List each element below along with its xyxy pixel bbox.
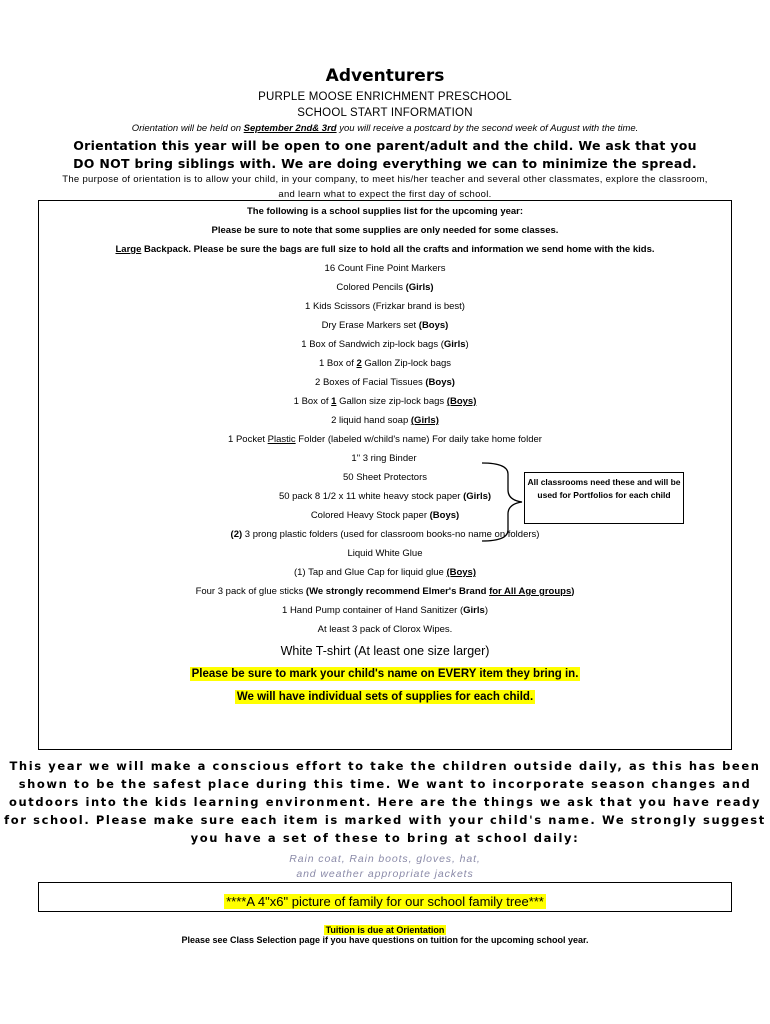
orientation-purpose-line-2: and learn what to expect the first day of school. (278, 189, 492, 200)
list-item-tshirt: White T-shirt (At least one size larger) (280, 644, 490, 658)
mark-name-notice: Please be sure to mark your child's name on EVERY item they bring in. (191, 668, 579, 680)
list-item-pencils: Colored Pencils (Girls) (336, 282, 434, 293)
outside-paragraph-line-4: for school. Please make sure each item is marked with your child's name. We strongly suggest (4, 813, 766, 827)
document-subtitle: SCHOOL START INFORMATION (297, 107, 473, 119)
list-item-2-gallon-bags: 1 Box of 2 Gallon Zip-lock bags (318, 358, 452, 369)
orientation-date: September 2nd& 3rd (243, 123, 337, 134)
orientation-policy-line-2: DO NOT bring siblings with. We are doing everything we can to minimize the spread. (73, 156, 697, 171)
brace-icon (480, 460, 526, 544)
list-item-tissues: 2 Boxes of Facial Tissues (Boys) (315, 377, 455, 388)
school-name: PURPLE MOOSE ENRICHMENT PRESCHOOL (258, 91, 512, 103)
outside-paragraph-line-1: This year we will make a conscious effort to take the children outside daily, as this has been (9, 759, 761, 773)
rain-gear-line-1: Rain coat, Rain boots, gloves, hat, (289, 853, 481, 865)
list-item-tap-glue: (1) Tap and Glue Cap for liquid glue (Boys) (293, 567, 476, 578)
family-photo-notice: ****A 4"x6" picture of family for our school family tree*** (226, 894, 544, 909)
outside-paragraph-line-5: you have a set of these to bring at school daily: (190, 831, 580, 845)
portfolio-note: All classrooms need these and will be used for Portfolios for each child (524, 472, 684, 524)
list-item-colored-stock: Colored Heavy Stock paper (Boys) (310, 510, 460, 521)
class-selection-notice: Please see Class Selection page if you have questions on tuition for the upcoming school year. (181, 935, 589, 945)
orientation-policy-line-1: Orientation this year will be open to one parent/adult and the child. We ask that you (73, 138, 697, 153)
list-item-prong-folders: (2) 3 prong plastic folders (used for classroom books-no name on folders) (230, 529, 540, 540)
list-item-dry-erase: Dry Erase Markers set (Boys) (321, 320, 449, 331)
outside-paragraph-line-2: shown to be the safest place during this time. We want to incorporate season changes and (18, 777, 752, 791)
list-item-binder: 1" 3 ring Binder (351, 453, 417, 464)
list-item-backpack: Large Backpack. Please be sure the bags are full size to hold all the crafts and information we send home with the kids. (115, 244, 655, 255)
list-item-clorox-wipes: At least 3 pack of Clorox Wipes. (317, 624, 453, 635)
orientation-purpose-line-1: The purpose of orientation is to allow your child, in your company, to meet his/her teacher and several other classmates, explore the classroom, (62, 174, 708, 185)
outside-paragraph-line-3: outdoors into the kids learning environment. Here are the things we ask that you have ready (8, 795, 762, 809)
individual-sets-notice: We will have individual sets of supplies for each child. (236, 691, 534, 703)
list-item-scissors: 1 Kids Scissors (Frizkar brand is best) (305, 301, 465, 312)
tuition-notice: Tuition is due at Orientation (325, 925, 445, 935)
supplies-note: Please be sure to note that some supplies are only needed for some classes. (211, 225, 559, 236)
orientation-info: Orientation will be held on September 2nd& 3rd you will receive a postcard by the second week of August with the time. (131, 123, 639, 134)
list-item-markers: 16 Count Fine Point Markers (324, 263, 446, 274)
list-item-sanitizer: 1 Hand Pump container of Hand Sanitizer (Girls) (282, 605, 488, 616)
supplies-heading: The following is a school supplies list for the upcoming year: (246, 206, 524, 217)
rain-gear-line-2: and weather appropriate jackets (296, 868, 474, 880)
list-item-sheet-protectors: 50 Sheet Protectors (343, 472, 427, 483)
page-title: Adventurers (325, 66, 445, 86)
list-item-white-stock: 50 pack 8 1/2 x 11 white heavy stock paper (Girls) (278, 491, 492, 502)
list-item-sandwich-bags: 1 Box of Sandwich zip-lock bags (Girls) (301, 339, 469, 350)
list-item-glue-sticks: Four 3 pack of glue sticks (We strongly recommend Elmer's Brand for All Age groups) (195, 586, 575, 597)
list-item-white-glue: Liquid White Glue (347, 548, 423, 559)
list-item-pocket-folder: 1 Pocket Plastic Folder (labeled w/child's name) For daily take home folder (228, 434, 542, 445)
list-item-1-gallon-bags: 1 Box of 1 Gallon size zip-lock bags (Boys) (293, 396, 477, 407)
list-item-hand-soap: 2 liquid hand soap (Girls) (331, 415, 439, 426)
